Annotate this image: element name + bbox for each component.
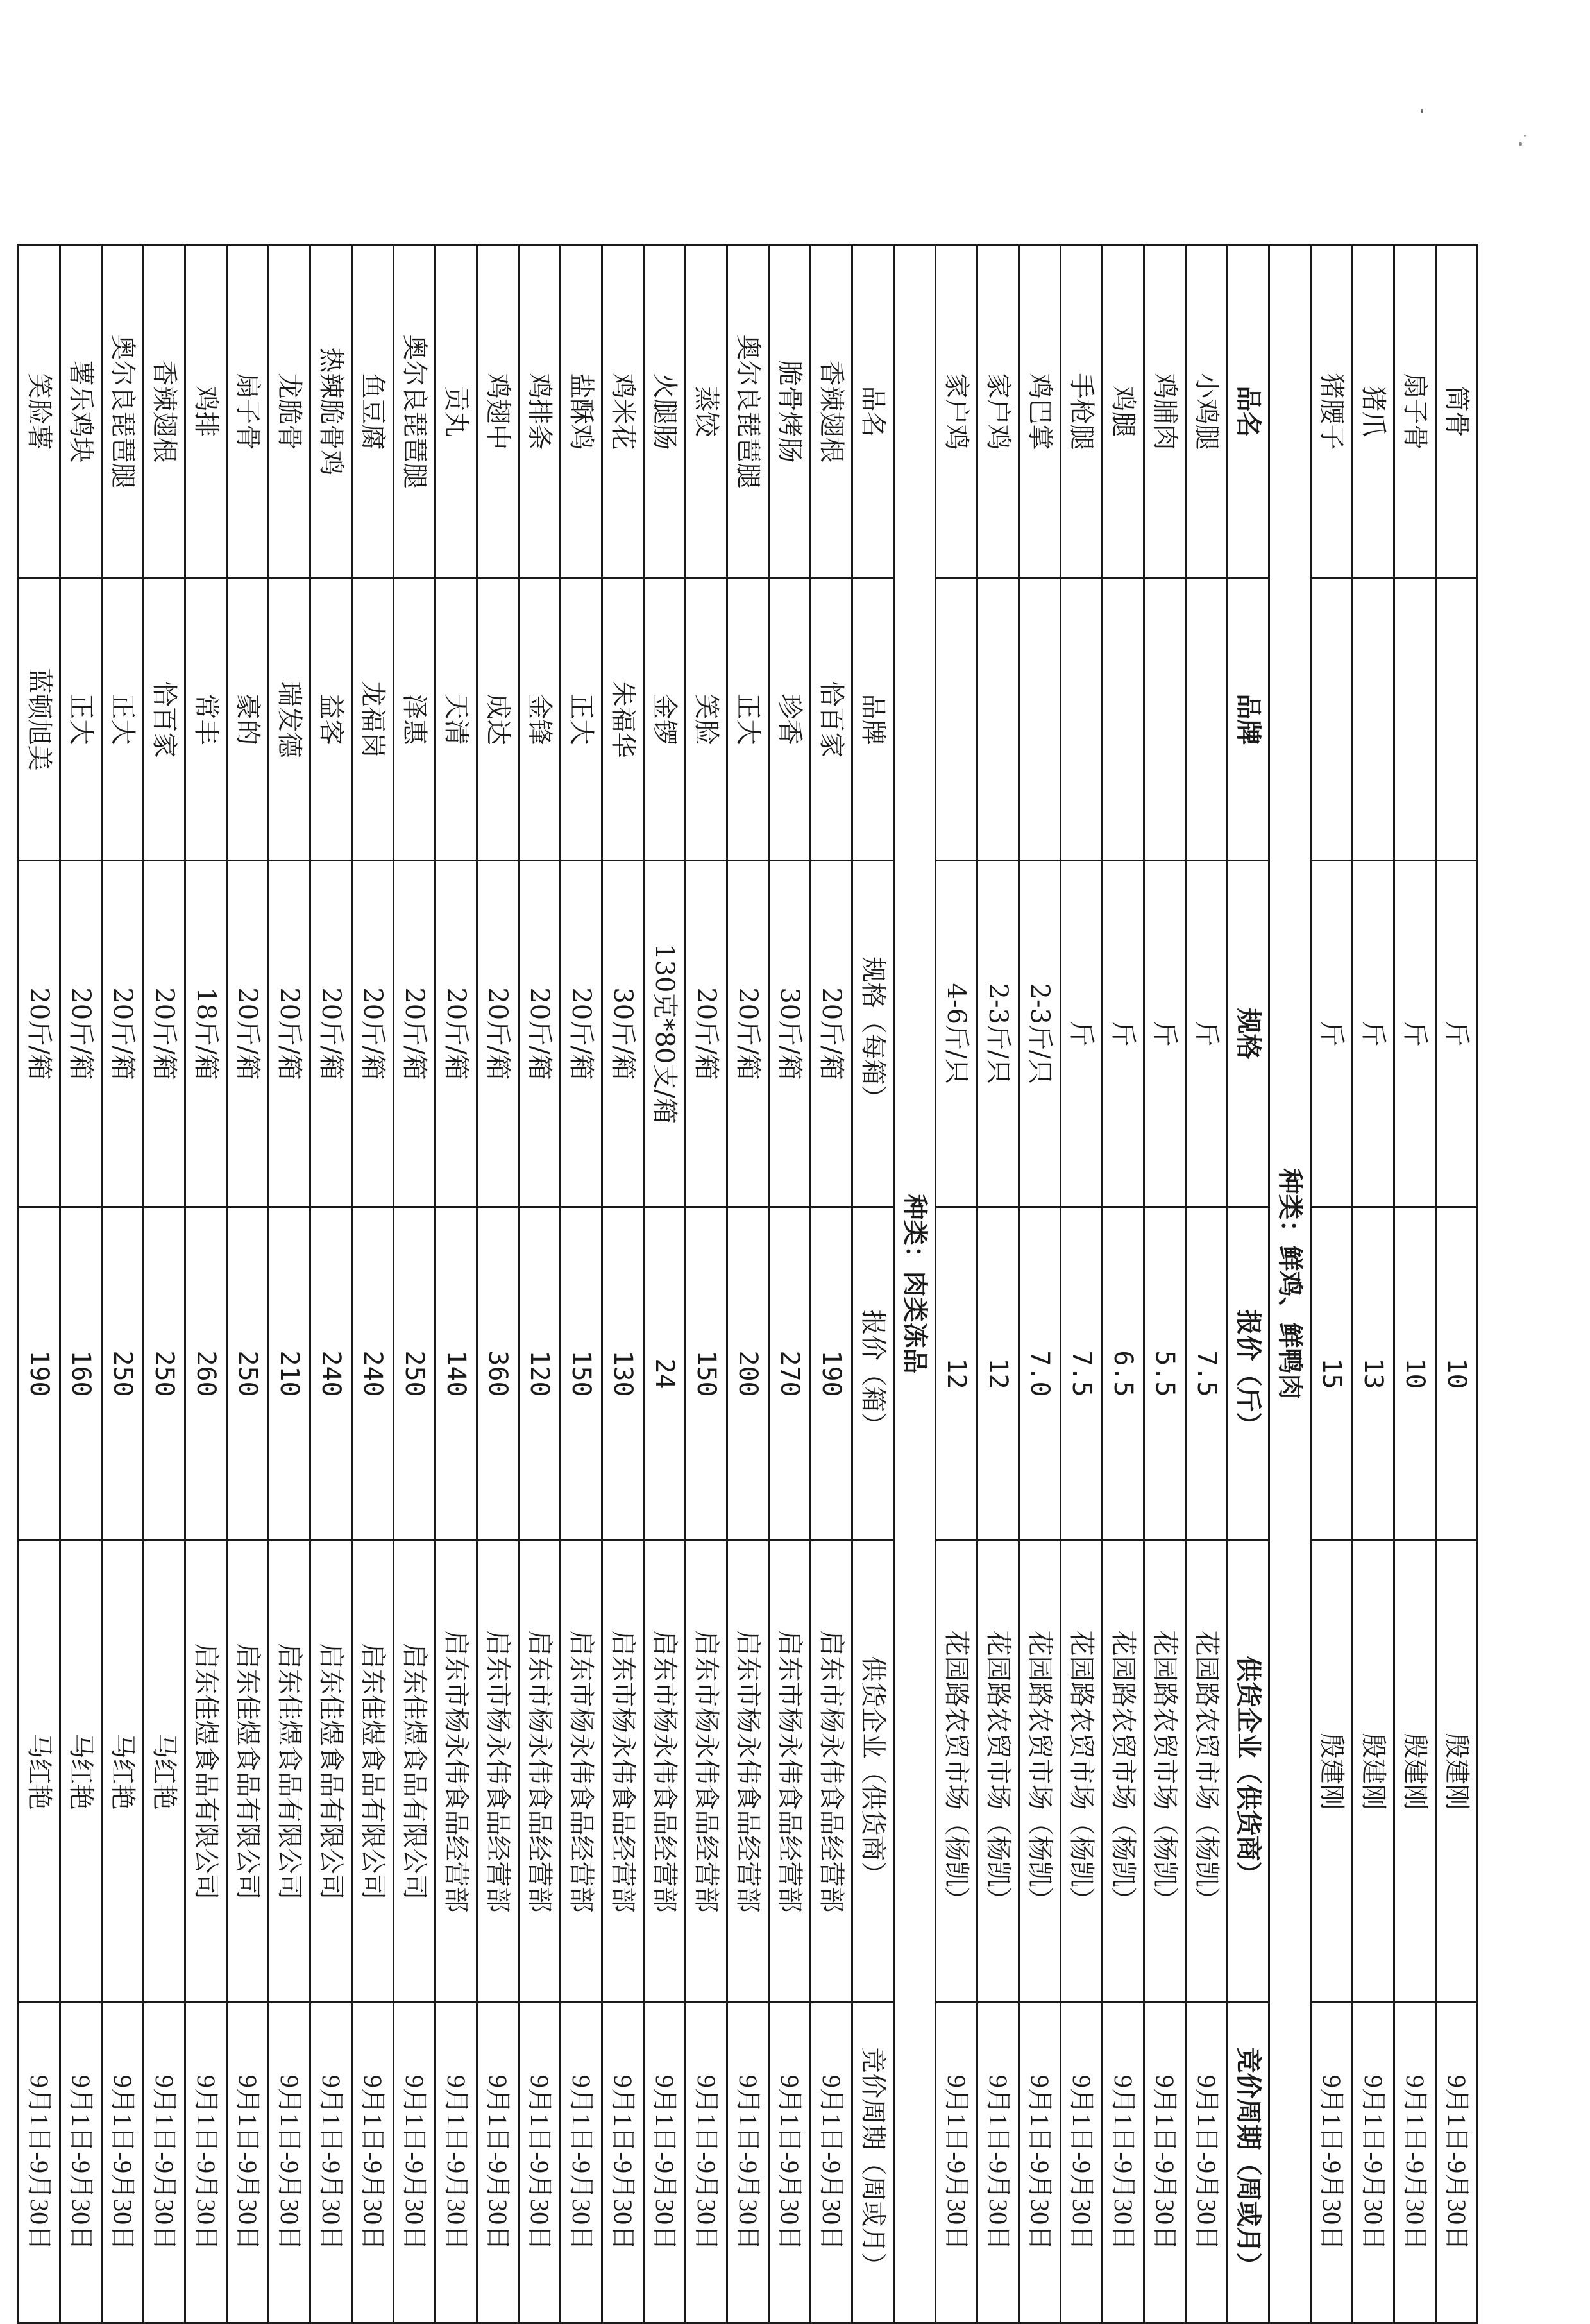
cell-supplier: 启东佳煜食品有限公司 (269, 1541, 310, 2003)
header-name: 品名 (852, 245, 894, 579)
cell-period: 9月1日-9月30日 (1311, 2003, 1353, 2323)
cell-supplier: 马红艳 (60, 1541, 102, 2003)
cell-name: 鸡巴掌 (1019, 245, 1061, 579)
cell-brand (1186, 579, 1228, 861)
header-name: 品名 (1228, 245, 1269, 579)
cell-price: 15 (1311, 1207, 1353, 1541)
cell-name: 家户鸡 (977, 245, 1019, 579)
header-price: 报价（箱） (852, 1207, 894, 1541)
cell-brand: 泽惠 (394, 579, 436, 861)
cell-brand (1436, 579, 1478, 861)
cell-period: 9月1日-9月30日 (561, 2003, 602, 2323)
cell-period: 9月1日-9月30日 (1019, 2003, 1061, 2323)
cell-name: 脆骨烤肠 (769, 245, 811, 579)
table-row (644, 245, 686, 2323)
cell-price: 7.5 (1186, 1207, 1228, 1541)
table-row (1144, 245, 1186, 2323)
cell-period: 9月1日-9月30日 (1353, 2003, 1394, 2323)
cell-period: 9月1日-9月30日 (436, 2003, 477, 2323)
cell-name: 扇子骨 (1394, 245, 1436, 579)
cell-supplier: 殷建刚 (1353, 1541, 1394, 2003)
cell-supplier: 花园路农贸市场（杨凯） (1103, 1541, 1144, 2003)
price-table-body (19, 245, 1478, 2323)
rotated-price-sheet (24, 244, 1478, 2322)
header-brand: 品牌 (852, 579, 894, 861)
cell-price: 10 (1436, 1207, 1478, 1541)
cell-period: 9月1日-9月30日 (310, 2003, 352, 2323)
table-row (394, 245, 436, 2323)
cell-supplier: 启东佳煜食品有限公司 (310, 1541, 352, 2003)
cell-brand: 笑脸 (686, 579, 727, 861)
cell-supplier: 花园路农贸市场（杨凯） (936, 1541, 977, 2003)
cell-spec: 20斤/箱 (436, 861, 477, 1207)
cell-spec: 斤 (1311, 861, 1353, 1207)
cell-spec: 4-6斤/只 (936, 861, 977, 1207)
cell-brand: 常丰 (185, 579, 227, 861)
cell-period: 9月1日-9月30日 (227, 2003, 269, 2323)
table-row (1394, 245, 1436, 2323)
cell-period: 9月1日-9月30日 (1436, 2003, 1478, 2323)
cell-name: 小鸡腿 (1186, 245, 1228, 579)
cell-brand (1103, 579, 1144, 861)
cell-spec: 20斤/箱 (352, 861, 394, 1207)
cell-spec: 20斤/箱 (686, 861, 727, 1207)
cell-price: 13 (1353, 1207, 1394, 1541)
cell-supplier: 启东市杨永伟食品经营部 (727, 1541, 769, 2003)
cell-brand: 正大 (102, 579, 144, 861)
cell-price: 12 (936, 1207, 977, 1541)
cell-spec: 斤 (1394, 861, 1436, 1207)
cell-supplier: 启东佳煜食品有限公司 (227, 1541, 269, 2003)
cell-supplier: 殷建刚 (1311, 1541, 1353, 2003)
cell-spec: 20斤/箱 (60, 861, 102, 1207)
section-frozen-meat-header-row (852, 245, 894, 2323)
cell-period: 9月1日-9月30日 (60, 2003, 102, 2323)
cell-spec: 20斤/箱 (102, 861, 144, 1207)
cell-period: 9月1日-9月30日 (1144, 2003, 1186, 2323)
cell-name: 猪腰子 (1311, 245, 1353, 579)
cell-spec: 20斤/箱 (310, 861, 352, 1207)
cell-name: 奥尔良琵琶腿 (394, 245, 436, 579)
cell-supplier: 启东市杨永伟食品经营部 (561, 1541, 602, 2003)
cell-name: 鸡翅中 (477, 245, 519, 579)
cell-name: 香辣翅根 (811, 245, 852, 579)
cell-name: 鸡脯肉 (1144, 245, 1186, 579)
table-row (1061, 245, 1103, 2323)
cell-spec: 2-3斤/只 (1019, 861, 1061, 1207)
cell-price: 250 (394, 1207, 436, 1541)
table-row (727, 245, 769, 2323)
cell-name: 手枪腿 (1061, 245, 1103, 579)
cell-name: 龙脆骨 (269, 245, 310, 579)
table-row (436, 245, 477, 2323)
header-price: 报价（斤） (1228, 1207, 1269, 1541)
cell-spec: 2-3斤/只 (977, 861, 1019, 1207)
cell-brand: 正大 (561, 579, 602, 861)
cell-brand (1394, 579, 1436, 861)
cell-spec: 20斤/箱 (561, 861, 602, 1207)
cell-period: 9月1日-9月30日 (1103, 2003, 1144, 2323)
cell-supplier: 花园路农贸市场（杨凯） (1144, 1541, 1186, 2003)
cell-name: 鸡排条 (519, 245, 561, 579)
cell-brand: 瑞发德 (269, 579, 310, 861)
section-frozen-meat-title-row (894, 245, 936, 2323)
cell-supplier: 马红艳 (144, 1541, 185, 2003)
cell-period: 9月1日-9月30日 (602, 2003, 644, 2323)
cell-name: 筒骨 (1436, 245, 1478, 579)
cell-price: 24 (644, 1207, 686, 1541)
cell-spec: 斤 (1186, 861, 1228, 1207)
cell-brand (1311, 579, 1353, 861)
section-fresh-poultry-title: 种类：鲜鸡、鲜鸭肉 (1269, 245, 1311, 2323)
cell-brand (1061, 579, 1103, 861)
header-supplier: 供货企业（供货商） (1228, 1541, 1269, 2003)
cell-name: 薯乐鸡块 (60, 245, 102, 579)
header-period: 竞价周期（周或月） (1228, 2003, 1269, 2323)
cell-brand: 龙福岗 (352, 579, 394, 861)
cell-spec: 斤 (1436, 861, 1478, 1207)
table-row (310, 245, 352, 2323)
cell-period: 9月1日-9月30日 (269, 2003, 310, 2323)
table-row (936, 245, 977, 2323)
cell-period: 9月1日-9月30日 (1186, 2003, 1228, 2323)
cell-spec: 斤 (1061, 861, 1103, 1207)
cell-supplier: 启东市杨永伟食品经营部 (519, 1541, 561, 2003)
cell-period: 9月1日-9月30日 (1394, 2003, 1436, 2323)
cell-price: 240 (310, 1207, 352, 1541)
cell-supplier: 启东市杨永伟食品经营部 (602, 1541, 644, 2003)
cell-name: 奥尔良琵琶腿 (727, 245, 769, 579)
cell-name: 鱼豆腐 (352, 245, 394, 579)
cell-name: 笑脸薯 (19, 245, 60, 579)
cell-period: 9月1日-9月30日 (144, 2003, 185, 2323)
cell-name: 盐酥鸡 (561, 245, 602, 579)
cell-price: 190 (811, 1207, 852, 1541)
cell-name: 家户鸡 (936, 245, 977, 579)
cell-period: 9月1日-9月30日 (644, 2003, 686, 2323)
cell-price: 7.5 (1061, 1207, 1103, 1541)
cell-brand: 金锣 (644, 579, 686, 861)
cell-spec: 20斤/箱 (227, 861, 269, 1207)
cell-price: 140 (436, 1207, 477, 1541)
cell-supplier: 花园路农贸市场（杨凯） (977, 1541, 1019, 2003)
cell-price: 160 (60, 1207, 102, 1541)
cell-spec: 18斤/箱 (185, 861, 227, 1207)
cell-spec: 130克*80支/箱 (644, 861, 686, 1207)
cell-period: 9月1日-9月30日 (727, 2003, 769, 2323)
cell-brand: 恰百家 (811, 579, 852, 861)
cell-supplier: 启东佳煜食品有限公司 (352, 1541, 394, 2003)
cell-brand (1353, 579, 1394, 861)
cell-spec: 20斤/箱 (144, 861, 185, 1207)
cell-period: 9月1日-9月30日 (102, 2003, 144, 2323)
section-frozen-meat-title: 种类：肉类冻品 (894, 245, 936, 2323)
cell-spec: 20斤/箱 (477, 861, 519, 1207)
cell-brand (1019, 579, 1061, 861)
cell-brand: 蓝顿旭美 (19, 579, 60, 861)
cell-period: 9月1日-9月30日 (477, 2003, 519, 2323)
cell-brand (1144, 579, 1186, 861)
cell-brand (936, 579, 977, 861)
table-row (60, 245, 102, 2323)
cell-price: 5.5 (1144, 1207, 1186, 1541)
table-row (19, 245, 60, 2323)
cell-price: 210 (269, 1207, 310, 1541)
cell-spec: 20斤/箱 (269, 861, 310, 1207)
cell-price: 150 (686, 1207, 727, 1541)
cell-name: 鸡米花 (602, 245, 644, 579)
cell-period: 9月1日-9月30日 (686, 2003, 727, 2323)
table-row (769, 245, 811, 2323)
cell-name: 火腿肠 (644, 245, 686, 579)
cell-name: 猪爪 (1353, 245, 1394, 579)
header-spec: 规格 (1228, 861, 1269, 1207)
cell-price: 120 (519, 1207, 561, 1541)
cell-spec: 30斤/箱 (602, 861, 644, 1207)
cell-brand: 正大 (727, 579, 769, 861)
cell-price: 250 (144, 1207, 185, 1541)
table-row (1353, 245, 1394, 2323)
cell-name: 扇子骨 (227, 245, 269, 579)
table-row (977, 245, 1019, 2323)
cell-supplier: 启东市杨永伟食品经营部 (477, 1541, 519, 2003)
cell-price: 250 (227, 1207, 269, 1541)
cell-brand: 正大 (60, 579, 102, 861)
cell-price: 6.5 (1103, 1207, 1144, 1541)
cell-period: 9月1日-9月30日 (1061, 2003, 1103, 2323)
cell-price: 250 (102, 1207, 144, 1541)
cell-spec: 20斤/箱 (394, 861, 436, 1207)
cell-period: 9月1日-9月30日 (519, 2003, 561, 2323)
section-fresh-poultry-header-row (1228, 245, 1269, 2323)
cell-spec: 20斤/箱 (19, 861, 60, 1207)
cell-price: 130 (602, 1207, 644, 1541)
cell-spec: 20斤/箱 (727, 861, 769, 1207)
table-row (519, 245, 561, 2323)
cell-supplier: 殷建刚 (1436, 1541, 1478, 2003)
table-row (1103, 245, 1144, 2323)
price-table (17, 244, 1478, 2324)
cell-supplier: 马红艳 (19, 1541, 60, 2003)
cell-supplier: 启东市杨永伟食品经营部 (811, 1541, 852, 2003)
cell-price: 12 (977, 1207, 1019, 1541)
header-spec: 规格（每箱） (852, 861, 894, 1207)
table-row (602, 245, 644, 2323)
cell-brand: 朱福华 (602, 579, 644, 861)
cell-period: 9月1日-9月30日 (936, 2003, 977, 2323)
table-row (227, 245, 269, 2323)
cell-supplier: 启东佳煜食品有限公司 (394, 1541, 436, 2003)
cell-name: 热辣脆骨鸡 (310, 245, 352, 579)
cell-price: 200 (727, 1207, 769, 1541)
table-row (1436, 245, 1478, 2323)
cell-name: 奥尔良琵琶腿 (102, 245, 144, 579)
cell-price: 10 (1394, 1207, 1436, 1541)
cell-supplier: 花园路农贸市场（杨凯） (1061, 1541, 1103, 2003)
cell-supplier: 启东市杨永伟食品经营部 (686, 1541, 727, 2003)
table-row (352, 245, 394, 2323)
cell-supplier: 花园路农贸市场（杨凯） (1019, 1541, 1061, 2003)
table-row (1019, 245, 1061, 2323)
cell-period: 9月1日-9月30日 (769, 2003, 811, 2323)
table-row (561, 245, 602, 2323)
table-row (102, 245, 144, 2323)
cell-supplier: 启东市杨永伟食品经营部 (436, 1541, 477, 2003)
table-row (477, 245, 519, 2323)
cell-brand: 成达 (477, 579, 519, 861)
cell-spec: 斤 (1103, 861, 1144, 1207)
cell-price: 240 (352, 1207, 394, 1541)
header-supplier: 供货企业（供货商） (852, 1541, 894, 2003)
cell-price: 360 (477, 1207, 519, 1541)
cell-spec: 30斤/箱 (769, 861, 811, 1207)
table-row (811, 245, 852, 2323)
cell-name: 贡丸 (436, 245, 477, 579)
cell-name: 鸡排 (185, 245, 227, 579)
cell-supplier: 马红艳 (102, 1541, 144, 2003)
cell-spec: 20斤/箱 (519, 861, 561, 1207)
table-row (185, 245, 227, 2323)
cell-name: 蒸饺 (686, 245, 727, 579)
cell-supplier: 花园路农贸市场（杨凯） (1186, 1541, 1228, 2003)
cell-brand: 恰百家 (144, 579, 185, 861)
cell-period: 9月1日-9月30日 (352, 2003, 394, 2323)
cell-price: 150 (561, 1207, 602, 1541)
header-period: 竞价周期（周或月） (852, 2003, 894, 2323)
cell-brand: 珍香 (769, 579, 811, 861)
scan-speck (1524, 135, 1526, 137)
cell-period: 9月1日-9月30日 (19, 2003, 60, 2323)
cell-period: 9月1日-9月30日 (811, 2003, 852, 2323)
cell-spec: 20斤/箱 (811, 861, 852, 1207)
cell-brand: 益客 (310, 579, 352, 861)
table-row (269, 245, 310, 2323)
cell-price: 260 (185, 1207, 227, 1541)
cell-period: 9月1日-9月30日 (977, 2003, 1019, 2323)
cell-spec: 斤 (1144, 861, 1186, 1207)
table-row (144, 245, 185, 2323)
cell-supplier: 启东佳煜食品有限公司 (185, 1541, 227, 2003)
table-row (686, 245, 727, 2323)
cell-supplier: 启东市杨永伟食品经营部 (769, 1541, 811, 2003)
cell-brand: 金锋 (519, 579, 561, 861)
cell-period: 9月1日-9月30日 (185, 2003, 227, 2323)
cell-supplier: 启东市杨永伟食品经营部 (644, 1541, 686, 2003)
cell-brand: 豪的 (227, 579, 269, 861)
cell-name: 鸡腿 (1103, 245, 1144, 579)
cell-name: 香辣翅根 (144, 245, 185, 579)
cell-price: 270 (769, 1207, 811, 1541)
table-row (1311, 245, 1353, 2323)
table-row (1186, 245, 1228, 2323)
cell-period: 9月1日-9月30日 (394, 2003, 436, 2323)
section-fresh-poultry-title-row (1269, 245, 1311, 2323)
header-brand: 品牌 (1228, 579, 1269, 861)
cell-supplier: 殷建刚 (1394, 1541, 1436, 2003)
scan-speck (1421, 109, 1423, 113)
cell-price: 7.0 (1019, 1207, 1061, 1541)
cell-price: 190 (19, 1207, 60, 1541)
scan-speck (1519, 142, 1522, 146)
cell-spec: 斤 (1353, 861, 1394, 1207)
cell-brand: 天清 (436, 579, 477, 861)
cell-brand (977, 579, 1019, 861)
